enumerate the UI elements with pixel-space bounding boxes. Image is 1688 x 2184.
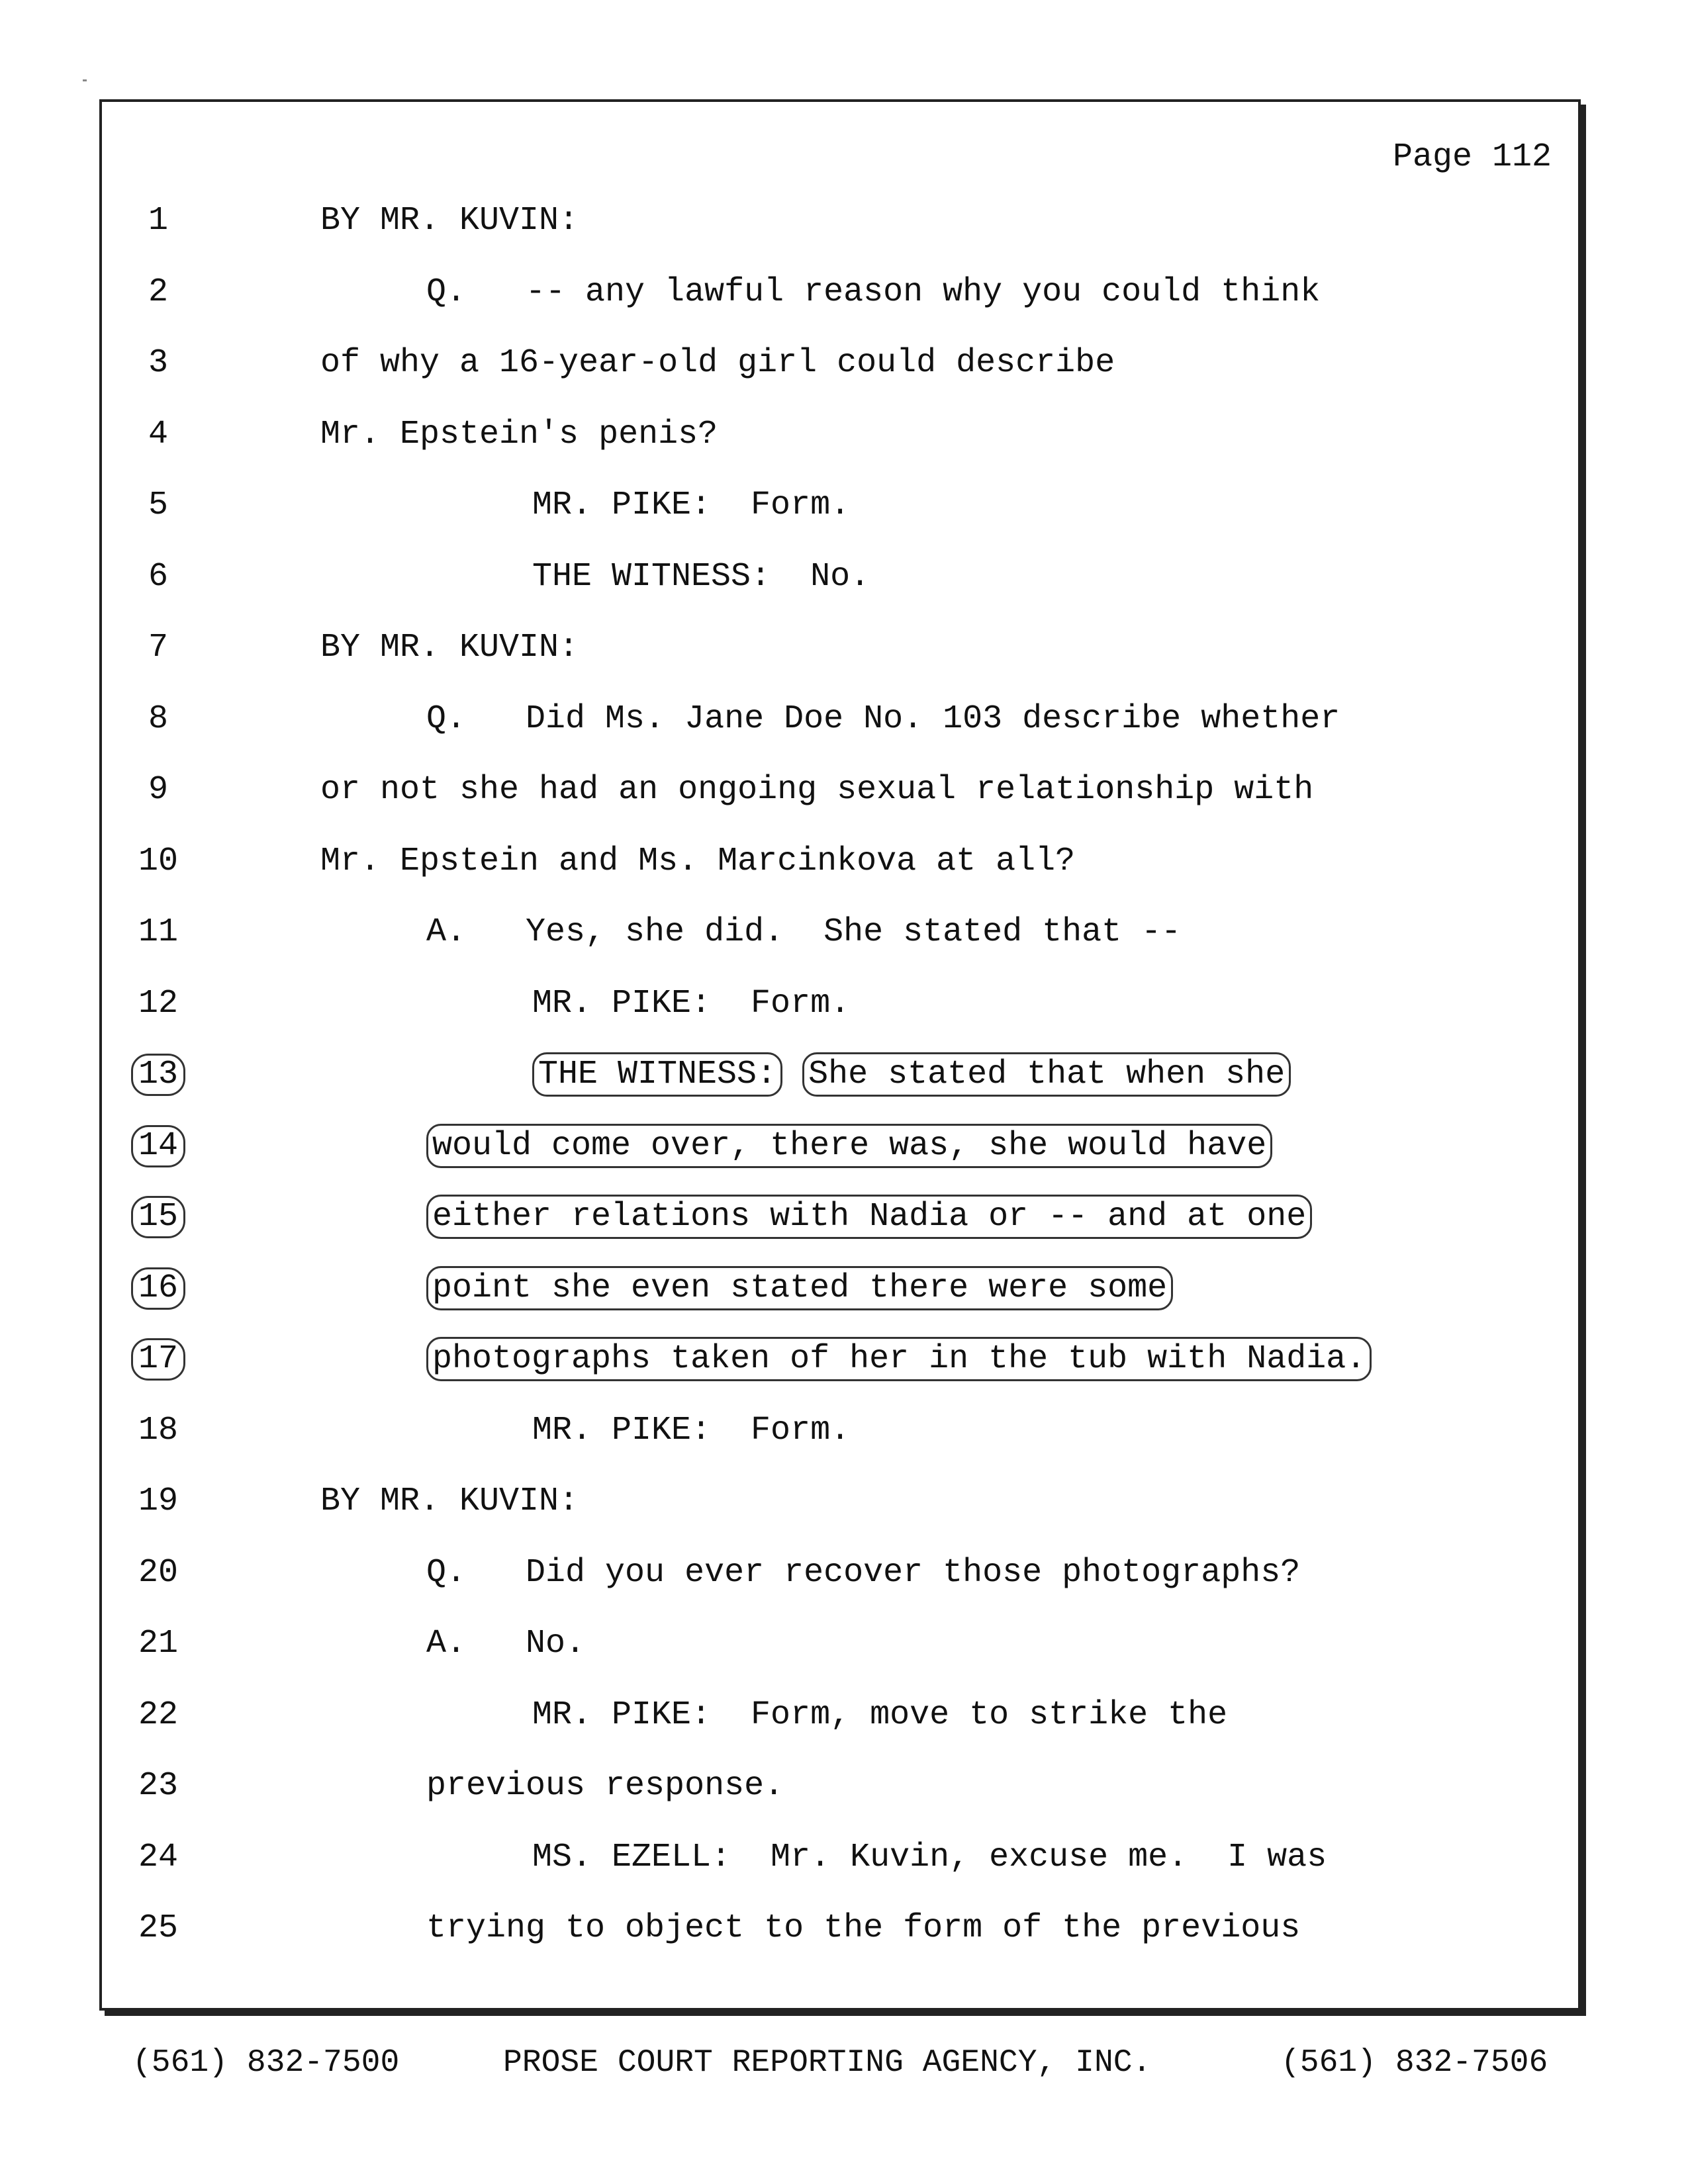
marked-text-segment: point she even stated there were some [426,1266,1173,1310]
transcript-line [102,1120,1578,1173]
line-number [125,1617,191,1670]
line-text-content: Q. Did you ever recover those photographs? [426,1553,1301,1592]
line-text [532,551,870,604]
line-text-content: Q. Did Ms. Jane Doe No. 103 describe whether [426,700,1340,738]
transcript-line [102,1333,1578,1386]
transcript-line [102,621,1578,674]
line-number-text: 12 [138,984,178,1023]
line-number [125,408,191,461]
line-number-text: 2 [148,273,168,311]
marked-text-segment: THE WITNESS: [532,1052,782,1097]
line-number [125,693,191,746]
transcript-line [102,337,1578,390]
transcript-line [102,978,1578,1030]
transcript-line [102,835,1578,888]
line-text [426,906,1181,959]
line-number [125,551,191,604]
transcript-line [102,408,1578,461]
line-text [320,408,718,461]
line-text-content: of why a 16-year-old girl could describe [320,344,1115,382]
marked-text-segment: either relations with Nadia or -- and at one [426,1195,1312,1239]
line-number [125,1120,191,1173]
line-text [320,621,579,674]
line-text-content: or not she had an ongoing sexual relationship with [320,771,1314,809]
line-text-content: BY MR. KUVIN: [320,202,579,240]
line-number [125,978,191,1030]
line-number-text: 23 [138,1767,178,1805]
line-text [426,693,1340,746]
transcript-line [102,1475,1578,1528]
line-number [125,835,191,888]
line-number-text: 24 [138,1838,178,1876]
line-text-content: BY MR. KUVIN: [320,1482,579,1520]
line-text [426,1902,1300,1955]
line-number-text: 1 [148,202,168,240]
line-number-text: 8 [148,700,168,738]
line-text-content: Q. -- any lawful reason why you could think [426,273,1321,311]
line-text [426,266,1320,319]
line-number-text: 20 [138,1553,178,1592]
transcript-line [102,479,1578,532]
line-number-text: 11 [138,913,178,951]
line-number-text: 15 [131,1196,185,1238]
line-number-text: 19 [138,1482,178,1520]
line-number [125,906,191,959]
line-number-text: 18 [138,1411,178,1449]
line-text [320,337,1115,390]
line-text-content: BY MR. KUVIN: [320,629,579,666]
line-text [426,1333,1372,1386]
line-text-content: Mr. Epstein and Ms. Marcinkova at all? [320,842,1076,880]
line-text [532,1689,1227,1742]
transcript-line [102,1262,1578,1315]
line-text-content: A. Yes, she did. She stated that -- [426,913,1182,951]
transcript-line [102,906,1578,959]
line-number-text: 17 [131,1338,185,1381]
line-text [532,1048,1291,1101]
marked-text-segment: She stated that when she [802,1052,1291,1097]
line-number-text: 21 [138,1625,178,1662]
line-number-text: 22 [138,1696,178,1734]
line-text-content: MR. PIKE: Form. [532,984,851,1023]
line-text [426,1617,585,1670]
line-number-text: 13 [131,1054,185,1096]
page-footer [0,2045,1688,2091]
transcript-line [102,1048,1578,1101]
line-number-text: 3 [148,344,168,382]
line-number [125,337,191,390]
line-number [125,1547,191,1600]
line-text [532,978,850,1030]
line-number-text: 10 [138,842,178,880]
line-number [125,195,191,248]
page-number: Page 112 [1392,138,1552,176]
line-text [426,1547,1300,1600]
line-number [125,1760,191,1813]
line-number [125,1902,191,1955]
line-number [125,764,191,817]
line-text [426,1120,1272,1173]
transcript-line [102,551,1578,604]
line-number [125,479,191,532]
line-text [320,1475,579,1528]
line-number [125,1689,191,1742]
line-text [426,1262,1173,1315]
transcript-line [102,266,1578,319]
line-text [320,835,1075,888]
line-text [320,764,1313,817]
transcript-line [102,1617,1578,1670]
footer-phone-left: (561) 832-7500 [132,2045,400,2081]
line-number [125,1404,191,1457]
scan-artifact [83,79,87,81]
line-text [532,1404,850,1457]
transcript-line [102,195,1578,248]
line-text [426,1760,784,1813]
transcript-line [102,1902,1578,1955]
line-number [125,1191,191,1244]
marked-text-segment: photographs taken of her in the tub with Nadia. [426,1337,1372,1381]
line-text-content: A. No. [426,1625,586,1662]
line-number-text: 4 [148,415,168,453]
line-number [125,1333,191,1386]
line-text [532,1831,1327,1884]
transcript-line [102,764,1578,817]
line-text-content: MR. PIKE: Form. [532,486,851,524]
transcript-line [102,693,1578,746]
line-text-content: THE WITNESS: No. [532,557,870,596]
line-text-content: MS. EZELL: Mr. Kuvin, excuse me. I was [532,1838,1327,1876]
line-text [426,1191,1312,1244]
line-number [125,266,191,319]
line-text [532,479,850,532]
transcript-line [102,1689,1578,1742]
line-number-text: 9 [148,771,168,809]
line-number [125,1831,191,1884]
line-number [125,1262,191,1315]
line-text-content: MR. PIKE: Form, move to strike the [532,1696,1228,1734]
line-number-text: 7 [148,629,168,666]
line-text [320,195,579,248]
transcript-line [102,1404,1578,1457]
transcript-line [102,1191,1578,1244]
line-number [125,621,191,674]
transcript-line [102,1547,1578,1600]
line-number-text: 6 [148,557,168,596]
marked-text-segment: would come over, there was, she would have [426,1124,1272,1168]
line-text-content: trying to object to the form of the previous [426,1909,1301,1947]
line-number [125,1048,191,1101]
line-number-text: 16 [131,1267,185,1310]
transcript-line [102,1831,1578,1884]
footer-agency-name: PROSE COURT REPORTING AGENCY, INC. [503,2045,1152,2081]
transcript-page [99,99,1581,2011]
line-number-text: 25 [138,1909,178,1947]
footer-phone-right: (561) 832-7506 [1281,2045,1548,2081]
transcript-line [102,1760,1578,1813]
line-number-text: 14 [131,1125,185,1167]
line-text-content: MR. PIKE: Form. [532,1411,851,1449]
line-number [125,1475,191,1528]
line-text-content: previous response. [426,1767,784,1805]
line-number-text: 5 [148,486,168,524]
line-text-content: Mr. Epstein's penis? [320,415,718,453]
